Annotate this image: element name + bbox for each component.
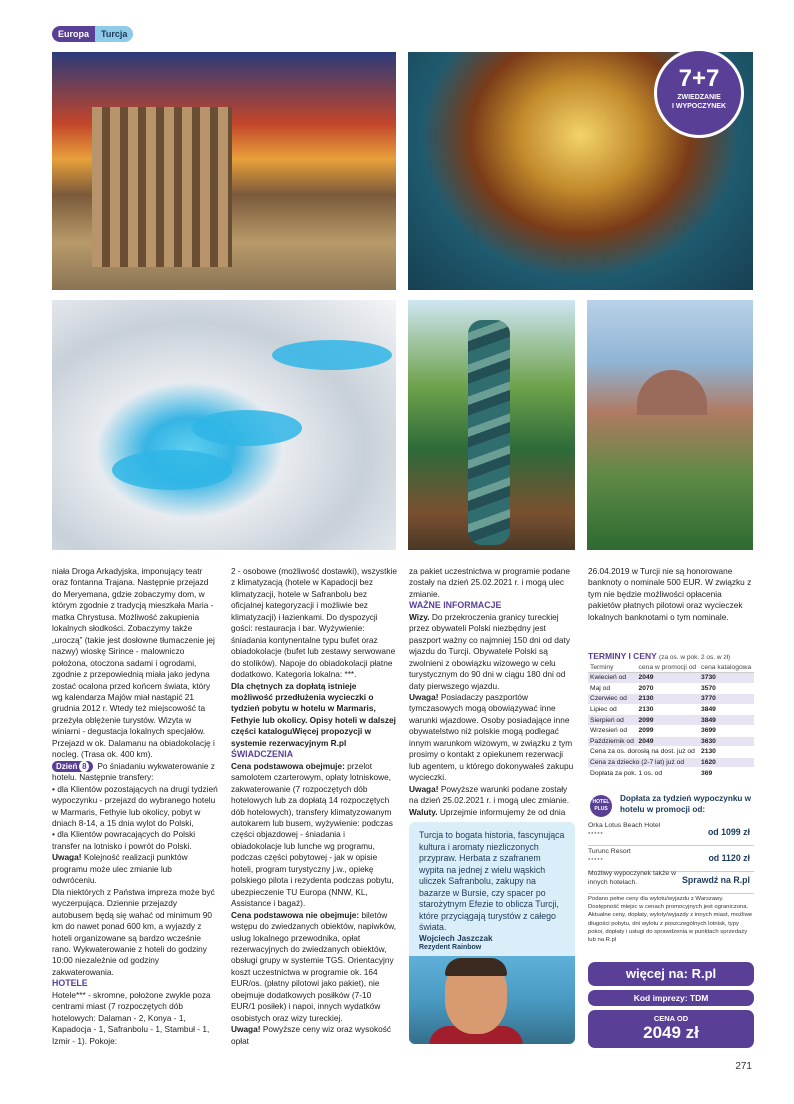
ruins-shape	[92, 107, 232, 267]
tour-code: Kod imprezy: TDM	[588, 990, 754, 1006]
table-row	[588, 715, 754, 726]
extra-label-cell: Cena za dziecko (2-7 lat) już od	[588, 757, 699, 768]
paragraph-text: Kolejność realizacji punktów programu może ulec zmianie lub odwróceniu.	[52, 852, 188, 886]
text-column-4	[588, 566, 754, 623]
bold-lead: Cena podstawowa obejmuje:	[231, 760, 345, 771]
bold-lead: Wizy.	[409, 611, 430, 622]
promo-price-cell: 2130	[637, 704, 699, 715]
hotel-stars: *****	[588, 857, 604, 864]
promo-price-cell: 2099	[637, 715, 699, 726]
extra-price-cell: 1620	[699, 757, 754, 768]
pool-shape	[112, 450, 232, 490]
header-cell: cena w promocji od	[637, 663, 699, 673]
term-cell: Maj od	[588, 683, 637, 694]
paragraph-text: Powyższe warunki podane zostały na dzień 25.02.2021 r. i mogą ulec zmianie.	[409, 783, 570, 806]
hotel-name	[588, 870, 688, 887]
photo-hagia-sophia	[587, 300, 753, 550]
tag-europe[interactable]: Europa	[52, 26, 95, 42]
promo-price-cell: 2049	[637, 673, 699, 684]
table-row	[588, 768, 754, 779]
hotel-stars: *****	[588, 831, 604, 838]
paragraph: • dla Klientów powracających do Polski transfer na lotnisko i powrót do Polski.	[52, 829, 196, 851]
price-box	[588, 1010, 754, 1048]
paragraph	[231, 681, 397, 750]
resident-quote-box	[409, 822, 575, 1044]
bold-lead: Uwaga!	[409, 783, 439, 794]
paragraph	[52, 852, 218, 886]
term-cell: Lipiec od	[588, 704, 637, 715]
column-shape	[468, 320, 510, 545]
paragraph	[231, 1024, 397, 1047]
photo-library-of-celsus	[52, 52, 396, 290]
promo-price-cell: 2070	[637, 683, 699, 694]
paragraph: niała Droga Arkadyjska, imponujący teatr oraz fontanna Trajana. Następnie przejazd do Meryemana, gdzie zobaczymy dom, w którym zgodnie z tradycją mieszkała Maria - matka Chrystusa. Możliwość zakupienia lokalnych słodkości. Zobaczymy także „uroczą” (takie jest dosłowne tłumaczenie jej nazwy) wioskę Sirince - malowniczo położona, otoczona sadami i ogrodami, zgodnie z przepowiednią miała jako jedyna zostać ocalona przed końcem świata, który wg kalendarza Majów miał nastąpić 21 grudnia 2012 r. Wtedy też miejscowość ta przeżyła oblężenie turystów. Wizyta w winiarni - degustacja lokalnych specjałów. Przejazd w ok. Dalamanu na obiadokolację i nocleg. (Trasa ok. 400 km).	[52, 566, 215, 760]
page-number: 271	[735, 1061, 752, 1072]
paragraph: 2 - osobowe (możliwość dostawki), wszystkie z klimatyzacją (hotele w Kapadocji bez klimatyzacji, hotele w Safranbolu bez oficjalnej kategoryzacji i możliwie bez klimatyzacji) i łazienkami. Do dyspozycji gości: restauracja i bar. Wyżywienie: śniadania kontynentalne typu bufet oraz obiadokolacje (bufet lub zestawy serwowane do stolików). Napoje do obiadokolacji płatne dodatkowo. Kategoria lokalna: ***.	[231, 566, 397, 680]
hotel-price: Sprawdź na R.pl	[682, 875, 750, 885]
table-row	[588, 725, 754, 736]
quote-role: Rezydent Rainbow	[419, 944, 482, 951]
paragraph-text: Powyższe ceny wiz oraz wysokość opłat	[231, 1024, 392, 1046]
table-row	[588, 683, 754, 694]
table-row	[588, 694, 754, 705]
paragraph-text: Do przekroczenia granicy tureckiej przez obywateli Polski niezbędny jest paszport ważny co najmniej 150 dni od daty wjazdu do Turcji. Obywatele Polski są zwolnieni z obowiązku wizowego w celu turystycznym do 90 dni w ciągu 180 dni od daty pierwszego wjazdu.	[409, 611, 570, 691]
catalog-price-cell: 3570	[699, 683, 754, 694]
hotel-price: od 1099 zł	[707, 827, 750, 837]
paragraph-text: Posiadaczy paszportów tymczasowych mogą obowiązywać inne warunki wjazdowe. Osoby posiadające inne obywatelstwo niż polskie mogą podlegać innym warunkom wizowym, w związku z tym prosimy o kontakt z opiekunem rezerwacji lub agentem, u którego dokonywałeś zakupu wycieczki.	[409, 691, 574, 783]
price-value: 2049 zł	[643, 1023, 699, 1042]
paragraph	[52, 761, 218, 784]
bold-lead: Uwaga!	[52, 852, 82, 863]
paragraph-text: przelot samolotem czarterowym, opłaty lotniskowe, zakwaterowanie (7 rozpoczętych dób hotelowych lub za dopłatą 14 rozpoczętych dób hotelowych), transfery klimatyzowanym autokarem lub busem, wyżywienie: podczas części objazdowej - śniadania i obiadokolacje lub lunche wg programu, podczas części pobytowej - jak w opisie hoteli, program turystyczny j.w., opiekę polskiego pilota i rezydenta podczas pobytu, ubezpieczenie TU Europa (NNW, KL, Assistance i bagaż).	[231, 760, 394, 909]
term-cell: Wrzesień od	[588, 725, 637, 736]
paragraph-text: biletów wstępu do zwiedzanych obiektów, napiwków, usług lokalnego przewodnika, opłat rezerwacyjnych do zwiedzanych obiektów, obsługi grupy w systemie TGS. Orientacyjny koszt uczestnictwa w programie ok. 164 EUR/os. (płatny pilotowi jako pakiet), nie obejmuje dodatkowych posiłków (7-10 EUR/1 posiłek) i napoi, innych wydatków osobistych oraz wizy tureckiej.	[231, 909, 397, 1023]
bold-lead: Waluty.	[409, 806, 438, 817]
paragraph: 26.04.2019 w Turcji nie są honorowane banknoty o nominale 500 EUR. W związku z tym nie będzie możliwości opłacenia pakietów płatnych pilotowi oraz wycieczek lokalnych banknotami o tym nominale.	[588, 566, 752, 622]
promo-price-cell: 2099	[637, 725, 699, 736]
terms-subtitle: (za os. w pok. 2 os. w zł)	[659, 654, 731, 661]
hotel-name-text: Możliwy wypoczynek także w innych hotelach.	[588, 870, 677, 886]
text-column-3	[409, 566, 575, 818]
paragraph: • dla Klientów pozostających na drugi tydzień wypoczynku - przejazd do wybranego hotelu w Marmaris, Fethyie lub okolicy, pobyt w dniach 8-14, a 15 dnia wylot do Polski,	[52, 783, 218, 828]
terms-title	[588, 651, 730, 661]
table-row	[588, 704, 754, 715]
promo-price-cell: 2049	[637, 736, 699, 747]
section-heading-info: WAŻNE INFORMACJE	[409, 600, 502, 611]
pool-shape	[272, 340, 392, 370]
term-cell: Czerwiec od	[588, 694, 637, 705]
terms-title-text: TERMINY I CENY	[588, 651, 657, 661]
section-heading-hotels: HOTELE	[52, 978, 88, 989]
term-cell: Październik od	[588, 736, 637, 747]
extra-price-cell: 2130	[699, 747, 754, 758]
catalog-price-cell: 3630	[699, 736, 754, 747]
more-info-button[interactable]: więcej na: R.pl	[588, 962, 754, 986]
paragraph	[409, 784, 575, 807]
table-row	[588, 747, 754, 758]
mosque-shape	[637, 370, 707, 415]
header-cell: cena katalogowa	[699, 663, 754, 673]
catalog-price-cell: 3699	[699, 725, 754, 736]
quote-text: Turcja to bogata historia, fascynująca kultura i aromaty niezliczonych przypraw. Herbata z szafranem wypita na jednej z wielu wąskich uliczek Safranbolu, zakupy na bazarze w Bursie, czy spacer po starożytnym Efezie to oblicza Turcji, które przyciągają turystów z całego świata.	[419, 830, 565, 932]
hotel-plus-title: Dopłata za tydzień wypoczynku w hotelu w promocji od:	[620, 794, 752, 814]
table-row	[588, 736, 754, 747]
text-column-2	[231, 566, 397, 1047]
price-note: Podano pełne ceny dla wylotu/wyjazdu z Warszawy. Dostępność miejsc w cenach promocyjnych jest ograniczona. Aktualne ceny, dopłaty, wyloty/wyjazdy z innych miast, możliwe długości pobytu, dni wylotu z poszczególnych lotnisk, typy pokoi, dopłaty i usługi do sprawdzenia w punktach sprzedaży lub na R.pl	[588, 896, 753, 944]
hotel-name-text: Turunc Resort	[588, 848, 631, 855]
quote-author: Wojciech Jaszczak	[419, 934, 493, 943]
hotel-name	[588, 822, 688, 839]
bold-lead: Uwaga!	[409, 691, 439, 702]
tour-type-badge	[654, 48, 744, 138]
paragraph	[231, 910, 397, 1025]
pool-shape	[192, 410, 302, 446]
photo-pamukkale	[52, 300, 396, 550]
paragraph: Hotele*** - skromne, położone zwykle poza centrami miast (7 rozpoczętych dób hotelowych: Dalaman - 2, Konya - 1, Kapadocja - 1, Safranbolu - 1, Stambuł - 1, Izmir - 1). Pokoje:	[52, 989, 211, 1046]
promo-price-cell: 2130	[637, 694, 699, 705]
tag-turkey[interactable]: Turcja	[95, 26, 133, 42]
hotel-row[interactable]	[588, 868, 754, 894]
bold-paragraph: Dla chętnych za dopłatą istnieje możliwość przedłużenia wycieczki o tydzień pobytu w hotelu w Marmaris, Fethyie lub okolicy. Opisy hoteli w dalszej części kataloguWięcej propozycji w systemie rezerwacyjnym R.pl	[231, 680, 396, 748]
extra-label-cell: Dopłata za pok. 1 os. od	[588, 768, 699, 779]
resident-photo	[409, 956, 575, 1044]
region-tags	[52, 26, 133, 42]
hotel-plus-l1: HOTEL	[592, 799, 610, 805]
badge-big: 7+7	[678, 65, 720, 92]
paragraph	[409, 807, 575, 818]
paragraph-text: Po śniadaniu wykwaterowanie z hotelu. Następnie transfery:	[52, 760, 215, 783]
paragraph	[231, 761, 397, 910]
hotel-plus-l2: PLUS	[594, 806, 608, 812]
extra-price-cell: 369	[699, 768, 754, 779]
day-badge	[52, 761, 93, 772]
section-heading-benefits: ŚWIADCZENIA	[231, 749, 294, 760]
price-from-label: CENA OD	[653, 1014, 689, 1023]
day-label: Dzień	[56, 761, 78, 771]
header-cell: Terminy	[588, 663, 637, 673]
paragraph	[409, 612, 575, 692]
badge-line2: I WYPOCZYNEK	[671, 103, 727, 110]
hotel-row[interactable]	[588, 820, 754, 846]
table-header-row	[588, 663, 754, 673]
table-row	[588, 673, 754, 684]
hotel-plus-badge	[590, 795, 612, 817]
term-cell: Kwiecień od	[588, 673, 637, 684]
table-row	[588, 757, 754, 768]
paragraph-text: Uprzejmie informujemy że od dnia	[437, 806, 566, 817]
hotel-name-text: Orka Lotus Beach Hotel	[588, 822, 661, 829]
bold-lead: Uwaga!	[231, 1024, 261, 1035]
hotel-name	[588, 848, 688, 865]
catalog-price-cell: 3849	[699, 715, 754, 726]
paragraph: Dla niektórych z Państwa impreza może być wyczerpująca. Dziennie przejazdy autobusem będą się wahać od minimum 90 km do nawet ponad 600 km, a wyjazdy z hoteli organizowane są bardzo wcześnie rano. Wykwaterowanie z hoteli do godziny 10:00 niezależnie od godziny zakwaterowania.	[52, 886, 215, 977]
bold-lead: Cena podstawowa nie obejmuje:	[231, 909, 360, 920]
paragraph	[409, 692, 575, 784]
hotel-price: od 1120 zł	[708, 853, 750, 863]
term-cell: Sierpień od	[588, 715, 637, 726]
hair-shape	[445, 958, 507, 976]
badge-line1: ZWIEDZANIE	[677, 94, 721, 101]
extra-label-cell: Cena za os. dorosłą na dost. już od	[588, 747, 699, 758]
day-number: 8	[79, 761, 89, 772]
catalog-price-cell: 3770	[699, 694, 754, 705]
paragraph: za pakiet uczestnictwa w programie podane zostały na dzień 25.02.2021 r. i mogą ulec zmianie.	[409, 566, 570, 599]
catalog-price-cell: 3730	[699, 673, 754, 684]
text-column-1	[52, 566, 218, 1047]
photo-serpent-column	[408, 300, 575, 550]
price-table	[588, 663, 754, 779]
catalog-price-cell: 3849	[699, 704, 754, 715]
